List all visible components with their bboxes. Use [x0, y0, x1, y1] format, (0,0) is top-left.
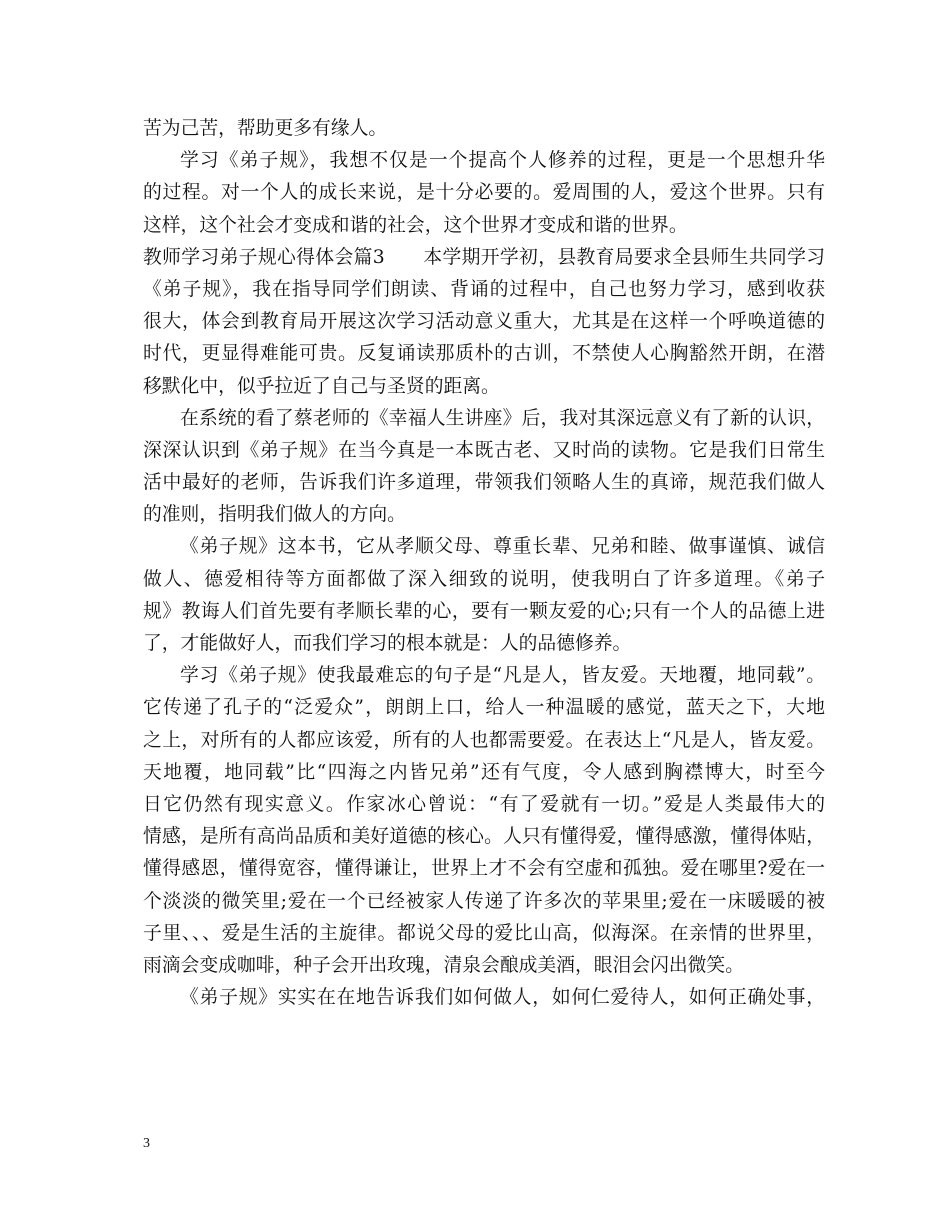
text-line: 它传递了孔子的“泛爱众”，朗朗上口，给人一种温暖的感觉，蓝天之下，大地: [143, 697, 825, 719]
text-line: 《弟子规》这本书，它从孝顺父母、尊重长辈、兄弟和睦、做事谨慎、诚信: [180, 536, 825, 558]
text-line: 子里、、、爱是生活的主旋律。都说父母的爱比山高，似海深。在亲情的世界里，: [143, 922, 825, 944]
text-line: 《弟子规》，我在指导同学们朗读、背诵的过程中，自己也努力学习，感到收获: [143, 278, 825, 300]
text-line: 活中最好的老师，告诉我们许多道理，带领我们领略人生的真谛，规范我们做人: [143, 472, 825, 494]
text-line: 《弟子规》实实在在地告诉我们如何做人，如何仁爱待人，如何正确处事，: [180, 987, 825, 1009]
text-line: 学习《弟子规》，我想不仅是一个提高个人修养的过程，更是一个思想升华: [180, 150, 825, 172]
text-line: 雨滴会变成咖啡，种子会开出玫瑰，清泉会酿成美酒，眼泪会闪出微笑。: [143, 954, 744, 976]
text-line: 很大，体会到教育局开展这次学习活动意义重大，尤其是在这样一个呼唤道德的: [143, 311, 825, 333]
text-line: 深深认识到《弟子规》在当今真是一本既古老、又时尚的读物。它是我们日常生: [143, 439, 825, 461]
text-line: 的准则，指明我们做人的方向。: [143, 504, 406, 526]
text-line: 天地覆，地同载”比“四海之内皆兄弟”还有气度，令人感到胸襟博大，时至今: [143, 761, 825, 783]
text-line: 做人、德爱相待等方面都做了深入细致的说明，使我明白了许多道理。《弟子: [143, 568, 825, 590]
page-number: 3: [143, 1136, 150, 1151]
text-line: 这样，这个社会才变成和谐的社会，这个世界才变成和谐的世界。: [143, 214, 688, 236]
text-line: 个淡淡的微笑里;爱在一个已经被家人传递了许多次的苹果里;爱在一床暖暖的被: [143, 890, 825, 912]
text-line: 懂得感恩，懂得宽容，懂得谦让，世界上才不会有空虚和孤独。爱在哪里?爱在一: [143, 858, 825, 880]
text-line: 苦为己苦，帮助更多有缘人。: [143, 118, 388, 139]
text-line: 在系统的看了蔡老师的《幸福人生讲座》后，我对其深远意义有了新的认识，: [180, 407, 825, 429]
text-line: 了，才能做好人，而我们学习的根本就是：人的品德修养。: [143, 633, 632, 654]
text-line: 学习《弟子规》使我最难忘的句子是“凡是人，皆友爱。天地覆，地同载”。: [180, 665, 825, 687]
text-line: 时代，更显得难能可贵。反复诵读那质朴的古训，不禁使人心胸豁然开朗，在潜: [143, 343, 825, 365]
document-body: [143, 113, 825, 1014]
text-line: 教师学习弟子规心得体会篇3 本学期开学初，县教育局要求全县师生共同学习: [143, 246, 825, 268]
text-line: 情感，是所有高尚品质和美好道德的核心。人只有懂得爱，懂得感激，懂得体贴，: [143, 826, 825, 848]
text-line: 规》教诲人们首先要有孝顺长辈的心，要有一颗友爱的心;只有一个人的品德上进: [143, 600, 825, 622]
text-line: 移默化中，似乎拉近了自己与圣贤的距离。: [143, 375, 500, 397]
text-line: 日它仍然有现实意义。作家冰心曾说：“有了爱就有一切。”爱是人类最伟大的: [143, 793, 825, 815]
text-line: 之上，对所有的人都应该爱，所有的人也都需要爱。在表达上“凡是人，皆友爱。: [143, 729, 825, 751]
text-line: 的过程。对一个人的成长来说，是十分必要的。爱周围的人，爱这个世界。只有: [143, 182, 825, 204]
